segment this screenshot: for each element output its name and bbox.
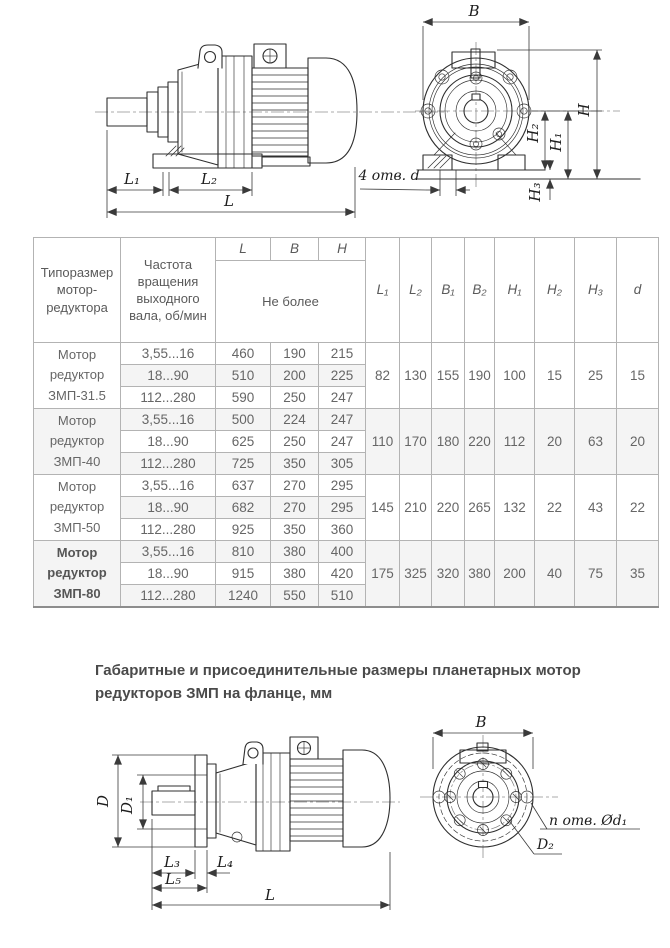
cell-dim: 220: [465, 409, 495, 475]
cell-B: 350: [271, 519, 319, 541]
label-H3: H₃: [526, 182, 544, 202]
cell-frequency: 3,55...16: [121, 409, 216, 431]
table-row: [34, 343, 659, 365]
cell-H: 295: [319, 475, 366, 497]
caption: Габаритные и присоединительные размеры планетарных мотор редукторов ЗМП на фланце, мм: [95, 662, 581, 702]
dimension-labels: [94, 713, 627, 904]
header-H1: H₁: [495, 238, 535, 343]
cell-H: 510: [319, 585, 366, 608]
centerlines: [140, 735, 558, 859]
cell-B: 380: [271, 541, 319, 563]
header-d: d: [617, 238, 659, 343]
cell-H: 215: [319, 343, 366, 365]
label-H: H: [575, 103, 593, 117]
cell-dim: 25: [575, 343, 617, 409]
header-frequency: Частота вращения выходного вала, об/мин: [121, 238, 216, 343]
label-L: L: [265, 886, 275, 904]
label-L4: L₄: [217, 853, 233, 871]
cell-H: 247: [319, 431, 366, 453]
header-B1: B₁: [432, 238, 465, 343]
cell-frequency: 3,55...16: [121, 475, 216, 497]
cell-dim: 15: [617, 343, 659, 409]
cell-H: 420: [319, 563, 366, 585]
cell-frequency: 112...280: [121, 519, 216, 541]
header-L2: L₂: [400, 238, 432, 343]
side-view: [107, 44, 357, 168]
cell-frequency: 18...90: [121, 365, 216, 387]
label-D1: D₁: [118, 795, 136, 815]
header-H3: H₃: [575, 238, 617, 343]
cell-B: 190: [271, 343, 319, 365]
cell-frequency: 18...90: [121, 497, 216, 519]
cell-dim: 75: [575, 541, 617, 608]
cell-L: 625: [216, 431, 271, 453]
cell-dim: 15: [535, 343, 575, 409]
cell-dim: 210: [400, 475, 432, 541]
cell-dim: 265: [465, 475, 495, 541]
cell-H: 295: [319, 497, 366, 519]
cell-L: 925: [216, 519, 271, 541]
cell-B: 270: [271, 497, 319, 519]
label-L2: L₂: [201, 170, 217, 188]
header-H: H: [319, 238, 366, 261]
cell-frequency: 112...280: [121, 453, 216, 475]
cell-H: 305: [319, 453, 366, 475]
cell-L: 682: [216, 497, 271, 519]
cell-dim: 20: [617, 409, 659, 475]
cell-B: 200: [271, 365, 319, 387]
cell-dim: 43: [575, 475, 617, 541]
cell-dim: 35: [617, 541, 659, 608]
drawing-foot-mounted: [0, 0, 670, 235]
table-row: [34, 409, 659, 431]
label-L1: L₁: [124, 170, 140, 188]
cell-dim: 20: [535, 409, 575, 475]
header-L1: L₁: [366, 238, 400, 343]
cell-H: 400: [319, 541, 366, 563]
cell-dim: 40: [535, 541, 575, 608]
cell-B: 250: [271, 431, 319, 453]
cell-H: 247: [319, 387, 366, 409]
label-4-holes-d: 4 отв. d: [358, 168, 420, 184]
cell-dim: 82: [366, 343, 400, 409]
cell-dim: 220: [432, 475, 465, 541]
cell-L: 637: [216, 475, 271, 497]
cell-L: 810: [216, 541, 271, 563]
cell-model: Мотор редуктор ЗМП-31.5: [34, 343, 121, 409]
label-B: B: [475, 713, 487, 731]
cell-dim: 325: [400, 541, 432, 608]
cell-frequency: 18...90: [121, 431, 216, 453]
cell-dim: 155: [432, 343, 465, 409]
cell-dim: 100: [495, 343, 535, 409]
cell-dim: 145: [366, 475, 400, 541]
cell-dim: 63: [575, 409, 617, 475]
cell-L: 460: [216, 343, 271, 365]
cell-model: Мотор редуктор ЗМП-50: [34, 475, 121, 541]
dimensions-table: [33, 237, 659, 608]
label-D2: D₂: [537, 837, 554, 853]
cell-model: Мотор редуктор ЗМП-80: [34, 541, 121, 608]
cell-B: 250: [271, 387, 319, 409]
table-row: [34, 541, 659, 563]
cell-dim: 175: [366, 541, 400, 608]
drawing-flange-mounted: [0, 707, 670, 948]
label-L3: L₃: [164, 853, 180, 871]
cell-dim: 190: [465, 343, 495, 409]
header-model: Типоразмер мотор-редуктора: [34, 238, 121, 343]
cell-B: 224: [271, 409, 319, 431]
table-row: [34, 475, 659, 497]
cell-H: 360: [319, 519, 366, 541]
cell-B: 270: [271, 475, 319, 497]
cell-H: 225: [319, 365, 366, 387]
cell-B: 550: [271, 585, 319, 608]
side-view-flange: [152, 737, 390, 851]
cell-dim: 200: [495, 541, 535, 608]
cell-dim: 112: [495, 409, 535, 475]
cell-L: 1240: [216, 585, 271, 608]
cell-frequency: 112...280: [121, 585, 216, 608]
label-n-holes-d1: n отв. Ød₁: [549, 813, 628, 829]
header-H2: H₂: [535, 238, 575, 343]
cell-dim: 380: [465, 541, 495, 608]
cell-dim: 170: [400, 409, 432, 475]
cell-L: 915: [216, 563, 271, 585]
cell-dim: 110: [366, 409, 400, 475]
cell-dim: 320: [432, 541, 465, 608]
cell-L: 590: [216, 387, 271, 409]
cell-B: 350: [271, 453, 319, 475]
cell-frequency: 18...90: [121, 563, 216, 585]
label-D: D: [94, 794, 112, 808]
header-ne-bolee: Не более: [216, 261, 366, 343]
cell-dim: 22: [617, 475, 659, 541]
cell-dim: 130: [400, 343, 432, 409]
label-B: B: [468, 2, 480, 20]
cell-dim: 22: [535, 475, 575, 541]
cell-dim: 180: [432, 409, 465, 475]
cell-B: 380: [271, 563, 319, 585]
table-header: [34, 238, 659, 343]
header-L: L: [216, 238, 271, 261]
cell-dim: 132: [495, 475, 535, 541]
cell-frequency: 112...280: [121, 387, 216, 409]
cell-H: 247: [319, 409, 366, 431]
front-view: [415, 49, 640, 179]
table-body: [34, 343, 659, 608]
label-H1: H₁: [547, 132, 565, 152]
cell-L: 725: [216, 453, 271, 475]
cell-model: Мотор редуктор ЗМП-40: [34, 409, 121, 475]
label-L: L: [224, 192, 234, 210]
cell-L: 500: [216, 409, 271, 431]
label-L5: L₅: [165, 870, 181, 888]
label-H2: H₂: [524, 123, 542, 143]
cell-L: 510: [216, 365, 271, 387]
cell-frequency: 3,55...16: [121, 541, 216, 563]
header-B: B: [271, 238, 319, 261]
cell-frequency: 3,55...16: [121, 343, 216, 365]
header-B2: B₂: [465, 238, 495, 343]
